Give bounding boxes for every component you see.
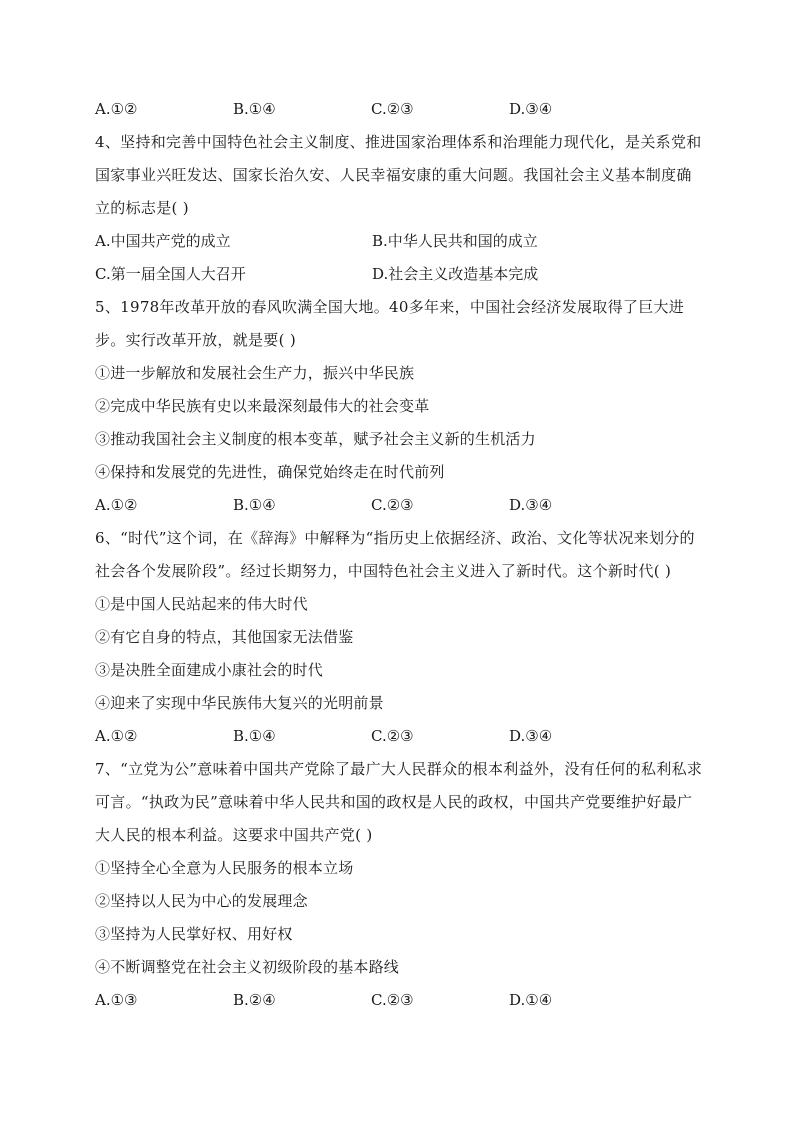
q6-statement-2: ②有它自身的特点，其他国家无法借鉴 (95, 628, 354, 646)
q4-option-c: C.第一届全国人大召开 (95, 265, 246, 283)
q7-options (95, 984, 705, 1017)
q5-options (95, 489, 705, 522)
q4-option-b: B.中华人民共和国的成立 (372, 232, 538, 250)
q3-option-c: C.②③ (371, 100, 414, 118)
q5-statement-2: ②完成中华民族有史以来最深刻最伟大的社会变革 (95, 397, 430, 415)
q7-statement-1: ①坚持全心全意为人民服务的根本立场 (95, 859, 354, 877)
q7-stem: 7、“立党为公”意味着中国共产党除了最广大人民群众的根本利益外，没有任何的私利私求可言。“执政为民”意味着中华人民共和国的政权是人民的政权，中国共产党要维护好最广大人民的根本利益。这要求中国共产党( ) (95, 760, 703, 844)
q4-option-d: D.社会主义改造基本完成 (372, 265, 539, 283)
q5-option-b: B.①④ (233, 496, 276, 514)
q7-option-b: B.②④ (233, 991, 276, 1009)
q5-stem: 5、1978年改革开放的春风吹满全国大地。40多年来，中国社会经济发展取得了巨大进步。实行改革开放，就是要( ) (95, 298, 685, 349)
q6-statement-3: ③是决胜全面建成小康社会的时代 (95, 661, 324, 679)
q6-option-d: D.③④ (509, 727, 553, 745)
q4-options-row1 (95, 225, 705, 258)
q6-option-b: B.①④ (233, 727, 276, 745)
q6-statement-4: ④迎来了实现中华民族伟大复兴的光明前景 (95, 694, 384, 712)
q5-statement-4: ④保持和发展党的先进性，确保党始终走在时代前列 (95, 463, 445, 481)
q3-option-d: D.③④ (509, 100, 553, 118)
q3-options (95, 93, 705, 126)
q7-statement-4: ④不断调整党在社会主义初级阶段的基本路线 (95, 958, 400, 976)
q5-option-c: C.②③ (371, 496, 414, 514)
q7-statement-2: ②坚持以人民为中心的发展理念 (95, 892, 308, 910)
q5-statement-1: ①进一步解放和发展社会生产力，振兴中华民族 (95, 364, 415, 382)
q6-option-a: A.①② (95, 727, 138, 745)
q5-option-d: D.③④ (509, 496, 553, 514)
q6-options (95, 720, 705, 753)
q7-statement-3: ③坚持为人民掌好权、用好权 (95, 925, 293, 943)
q7-option-d: D.①④ (509, 991, 553, 1009)
q3-option-a: A.①② (95, 100, 138, 118)
q3-option-b: B.①④ (233, 100, 276, 118)
q4-option-a: A.中国共产党的成立 (95, 232, 231, 250)
q4-options-row2 (95, 258, 705, 291)
q5-option-a: A.①② (95, 496, 138, 514)
q6-statement-1: ①是中国人民站起来的伟大时代 (95, 595, 308, 613)
q7-option-c: C.②③ (371, 991, 414, 1009)
q6-stem: 6、“时代”这个词，在《辞海》中解释为“指历史上依据经济、政治、文化等状况来划分的社会各个发展阶段”。经过长期努力，中国特色社会主义进入了新时代。这个新时代( ) (95, 529, 695, 580)
q4-stem: 4、坚持和完善中国特色社会主义制度、推进国家治理体系和治理能力现代化，是关系党和国家事业兴旺发达、国家长治久安、人民幸福安康的重大问题。我国社会主义基本制度确立的标志是( ) (95, 133, 702, 217)
exam-page (95, 93, 705, 1017)
q5-statement-3: ③推动我国社会主义制度的根本变革，赋予社会主义新的生机活力 (95, 430, 536, 448)
q7-option-a: A.①③ (95, 991, 138, 1009)
q6-option-c: C.②③ (371, 727, 414, 745)
